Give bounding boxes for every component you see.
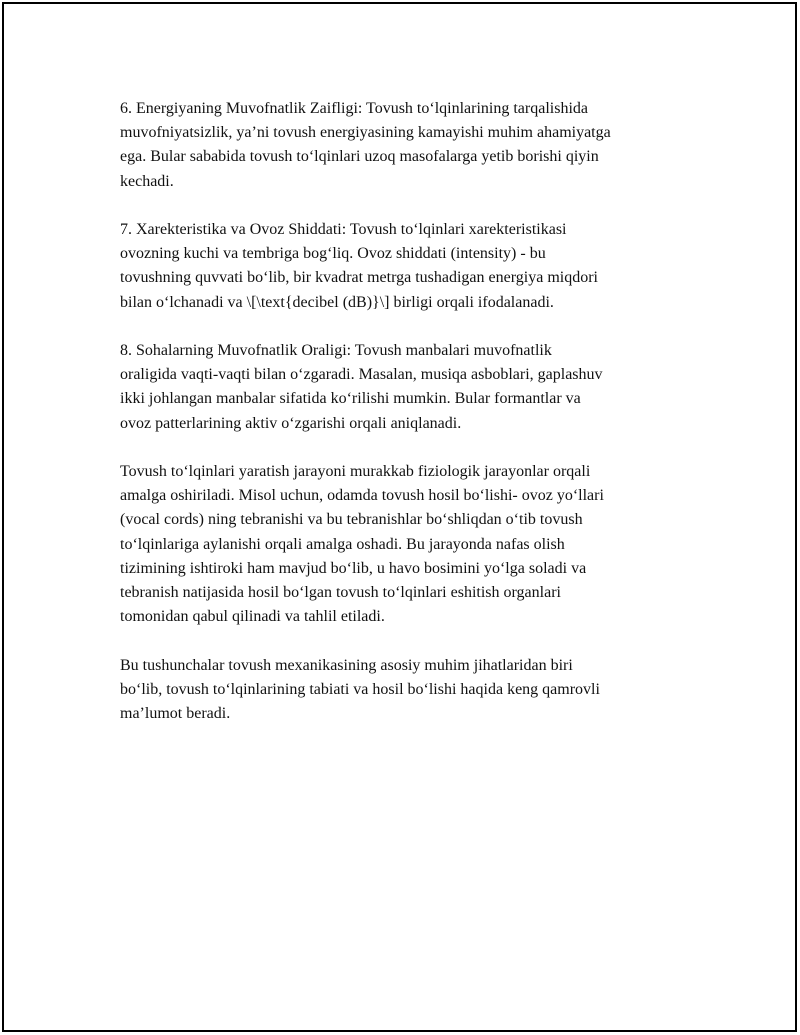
text-line: amalga oshiriladi. Misol uchun, odamda tovush hosil bo‘lishi- ovoz yo‘llari [120, 487, 604, 505]
text-line: 8. Sohalarning Muvofnatlik Oraligi: Tovush manbalari muvofnatlik [120, 342, 552, 359]
page-frame [2, 2, 797, 1032]
paragraph-conclusion [120, 654, 700, 727]
text-line: to‘lqinlariga aylanishi orqali amalga oshadi. Bu jarayonda nafas olish [120, 535, 565, 553]
text-line: bo‘lib, tovush to‘lqinlarining tabiati va hosil bo‘lishi haqida keng qamrovli [120, 680, 600, 698]
paragraph-voice-intensity [120, 218, 700, 315]
text-line: Tovush to‘lqinlari yaratish jarayoni murakkab fiziologik jarayonlar orqali [120, 463, 591, 480]
text-line: muvofniyatsizlik, ya’ni tovush energiyasining kamayishi muhim ahamiyatga [120, 124, 611, 142]
paragraph-energy-mismatch [120, 97, 700, 194]
text-line: ma’lumot beradi. [120, 705, 231, 723]
text-line: ovoz patterlarining aktiv o‘zgarishi orqali aniqlanadi. [120, 414, 462, 432]
document-body [120, 97, 700, 750]
text-line: (vocal cords) ning tebranishi va bu tebranishlar bo‘shliqdan o‘tib tovush [120, 511, 583, 529]
paragraph-sound-production [120, 460, 700, 629]
text-line: tovushning quvvati bo‘lib, bir kvadrat metrga tushadigan energiya miqdori [120, 269, 598, 287]
text-line: tomonidan qabul qilinadi va tahlil etiladi. [120, 608, 385, 626]
text-line: ikki johlangan manbalar sifatida ko‘rilishi mumkin. Bular formantlar va [120, 390, 581, 408]
text-line: 6. Energiyaning Muvofnatlik Zaifligi: Tovush to‘lqinlarining tarqalishida [120, 100, 588, 117]
text-line: oraligida vaqti-vaqti bilan o‘zgaradi. Masalan, musiqa asboblari, gaplashuv [120, 366, 603, 384]
text-line: ega. Bular sababida tovush to‘lqinlari uzoq masofalarga yetib borishi qiyin [120, 148, 599, 166]
text-line: ovozning kuchi va tembriga bog‘liq. Ovoz shiddati (intensity) - bu [120, 245, 546, 263]
text-line: bilan o‘lchanadi va \[\text{decibel (dB)}\] birligi orqali ifodalanadi. [120, 293, 554, 311]
text-line: 7. Xarekteristika va Ovoz Shiddati: Tovush to‘lqinlari xarekteristikasi [120, 221, 567, 238]
paragraph-source-range [120, 339, 700, 436]
text-line: tizimining ishtiroki ham mavjud bo‘lib, u havo bosimini yo‘lga soladi va [120, 559, 587, 577]
text-line: tebranish natijasida hosil bo‘lgan tovush to‘lqinlari eshitish organlari [120, 584, 561, 602]
text-line: kechadi. [120, 172, 174, 190]
text-line: Bu tushunchalar tovush mexanikasining asosiy muhim jihatlaridan biri [120, 656, 573, 674]
